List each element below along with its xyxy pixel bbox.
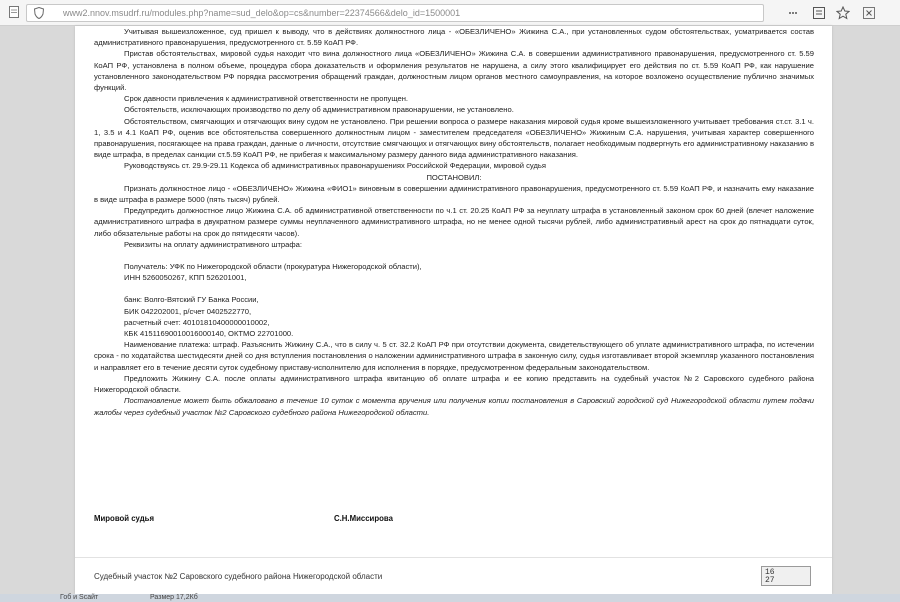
counter-bottom: 27 xyxy=(765,576,775,585)
document-paragraph: ИНН 5260050267, КПП 526201001, xyxy=(124,273,247,283)
paragraph-spacer xyxy=(94,250,814,261)
footer-divider xyxy=(75,557,832,558)
taskbar xyxy=(0,594,900,602)
document-paragraph: Пристав обстоятельствах, мировой судья находит что вина должностного лица «ОБЕЗЛИЧЕНО» Жижина С.А. в совершении административного правонарушения, предусмотренного ст. 5.59 КоАП РФ, установлена в полном объеме, процедура сбора доказательств и оформления результатов не нарушена, а силу этого квалифицирует его действия по ст. 5.59 КоАП РФ, как нарушение установленного законодательством РФ порядка рассмотрения обращений граждан, должностным лицом органов местного самоуправления, на которое возложено осуществление публично значимых функций. xyxy=(94,49,814,93)
browser-toolbar xyxy=(0,0,900,26)
signature-title: Мировой судья xyxy=(94,514,154,523)
bookmark-icon[interactable] xyxy=(836,6,850,20)
page-icon xyxy=(8,6,20,18)
paragraph-spacer xyxy=(94,283,814,294)
document-body xyxy=(94,26,814,418)
document-paragraph: банк: Волго-Вятский ГУ Банка России, xyxy=(124,295,259,305)
document-paragraph: Руководствуясь ст. 29.9-29.11 Кодекса об административных правонарушениях Российской Федерации, мировой судья xyxy=(124,161,546,171)
document-paragraph: Предложить Жижину С.А. после оплаты административного штрафа квитанцию об оплате штрафа и ее копию представить на судебный участок №2 Саровского судебного района Нижегородской области. xyxy=(94,373,814,395)
more-icon[interactable] xyxy=(788,9,798,17)
document-paragraph: Срок давности привлечения к административной ответственности не пропущен. xyxy=(124,94,409,104)
document-paragraph: Постановление может быть обжаловано в течение 10 суток с момента вручения или получения копии постановления в Саровский городской суд Нижегородской области путем подачи жалобы через судебный участок №2 Саровского судебного района Нижегородской области. xyxy=(94,396,814,417)
signature-name: С.Н.Миссирова xyxy=(334,514,393,523)
document-page xyxy=(75,26,832,594)
document-paragraph: КБК 41511690010016000140, ОКТМО 22701000. xyxy=(124,329,294,339)
document-paragraph: Обстоятельством, смягчающих и отягчающих вину судом не установлено. При решении вопроса о размере наказания мировой судья кроме вышеизложенного учитывает требования ст.ст. 3.1 ч. 1, 3.5 и 4.1 КоАП РФ, оценив все обстоятельства совершенного должностным лицом - заместителем председателя «ОБЕЗЛИЧЕНО» Жижиным С.А. нарушения, учитывая характер совершенного правонарушения, посягающее на права граждан, данные о личности, отсутствие смягчающих и отягчающих вину обстоятельств, полагает необходимым подвергнуть его административному наказанию в виде штрафа, в пределах санкции ст.5.59 КоАП РФ, не прибегая к максимальному размеру данного вида административного наказания. xyxy=(94,116,814,160)
address-bar[interactable] xyxy=(26,4,764,22)
document-paragraph: Получатель: УФК по Нижегородской области (прокуратура Нижегородской области), xyxy=(124,262,422,272)
reader-view-icon[interactable] xyxy=(812,6,826,20)
document-paragraph: Учитывая вышеизложенное, суд пришел к выводу, что в действиях должностного лица - «ОБЕЗЛИЧЕНО» Жижина С.А., при установленных судом обстоятельствах, усматривается состав административного правонарушения, предусмотренного ст. 5.59 КоАП РФ. xyxy=(94,27,814,48)
counter-top: 16 xyxy=(765,568,775,577)
close-icon[interactable] xyxy=(862,6,876,20)
document-paragraph: Реквизиты на оплату административного штрафа: xyxy=(124,239,302,249)
taskbar-item-file[interactable]: Гоб и Sсайт xyxy=(60,594,99,601)
shield-icon[interactable] xyxy=(34,7,44,19)
document-paragraph: Наименование платежа: штраф. Разъяснить Жижину С.А., что в силу ч. 5 ст. 32.2 КоАП РФ при отсутствии документа, свидетельствующего об уплате административного штрафа, по истечении срока - по ходатайства шестидесяти дней со дня вступления постановления о наложении административного штрафа в законную силу, судья изготавливает второй экземпляр указанного постановления и направляет его в течение десяти суток судебному приставу-исполнителю для исполнения в порядке, предусмотренном федеральным законодательством. xyxy=(94,340,814,372)
footer-court-name: Судебный участок №2 Саровского судебного района Нижегородской области xyxy=(94,572,383,581)
url-text: www2.nnov.msudrf.ru/modules.php?name=sud_delo&op=cs&number=22374566&delo_id=1500001 xyxy=(63,8,461,18)
document-paragraph: ПОСТАНОВИЛ: xyxy=(426,172,482,182)
document-paragraph: Признать должностное лицо - «ОБЕЗЛИЧЕНО» Жижина «ФИО1» виновным в совершении административного правонарушения, предусмотренного ст. 5.59 КоАП РФ, и назначить ему наказание в виде штрафа в размере 5000 (пять тысяч) рублей. xyxy=(94,183,814,205)
visit-counter xyxy=(761,566,811,586)
document-paragraph: Обстоятельств, исключающих производство по делу об административном правонарушении, не установлено. xyxy=(124,105,514,115)
document-paragraph: Предупредить должностное лицо Жижина С.А. об административной ответственности по ч.1 ст. 20.25 КоАП РФ за неуплату штрафа в установленный законом срок 60 дней (влечет наложение административного штрафа в двукратном размере суммы неуплаченного административного штрафа, но не менее одной тысячи рублей, либо административный арест на срок до пятнадцати суток, либо обязательные работы на срок до пятидесяти часов). xyxy=(94,206,814,238)
document-paragraph: расчетный счет: 40101810400000010002, xyxy=(124,317,270,327)
taskbar-item-size: Размер 17,2Кб xyxy=(150,594,198,601)
document-paragraph: БИК 042202001, р/счет 0402522770, xyxy=(124,306,252,316)
